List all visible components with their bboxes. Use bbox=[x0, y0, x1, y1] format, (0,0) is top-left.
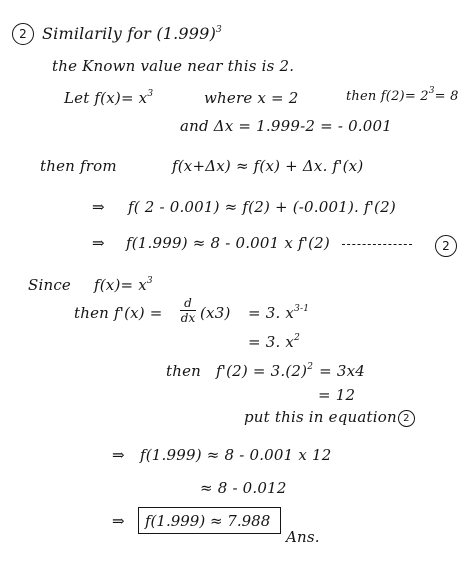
answer-box: f(1.999) ≈ 7.988 bbox=[138, 507, 281, 534]
approx-formula: f(x+Δx) ≈ f(x) + Δx. f'(x) bbox=[172, 157, 364, 175]
arrow-1: ⇒ bbox=[92, 198, 105, 216]
put-ref-circle: 2 bbox=[398, 410, 415, 427]
let-text: Let f(x)= x bbox=[64, 89, 148, 107]
then-f2-exponent: 3 bbox=[428, 86, 435, 96]
heading-exponent: 3 bbox=[216, 25, 222, 35]
f-prime-2-end: = 3x4 bbox=[319, 362, 366, 380]
since-exponent: 3 bbox=[146, 276, 153, 286]
f-prime-2-text: f'(2) = 3.(2) bbox=[216, 362, 308, 380]
derivative-simplified bbox=[248, 333, 300, 351]
final-step-2: ≈ 8 - 0.012 bbox=[200, 479, 287, 497]
equals-12: = 12 bbox=[318, 386, 356, 404]
derivative-result bbox=[248, 304, 309, 322]
then-from-label: then from bbox=[40, 157, 117, 175]
dash-leader bbox=[342, 244, 412, 245]
question-number-circle: 2 bbox=[12, 23, 34, 45]
arrow-3: ⇒ bbox=[112, 446, 125, 464]
derivative-result-text: = 3. x bbox=[248, 304, 295, 322]
since-func-text: f(x)= x bbox=[94, 276, 147, 294]
let-exponent: 3 bbox=[147, 89, 154, 99]
since-func bbox=[94, 276, 153, 294]
equation-ref-circle: 2 bbox=[435, 235, 457, 257]
step-2: f(1.999) ≈ 8 - 0.001 x f'(2) bbox=[126, 234, 330, 252]
arrow-2: ⇒ bbox=[92, 234, 105, 252]
since-label: Since bbox=[28, 276, 72, 294]
step-1: f( 2 - 0.001) ≈ f(2) + (-0.001). f'(2) bbox=[128, 198, 396, 216]
f-prime-2-exponent: 2 bbox=[307, 362, 314, 372]
then-f2-text: then f(2)= 2 bbox=[346, 89, 429, 104]
let-line bbox=[64, 89, 153, 107]
where-line: where x = 2 bbox=[204, 89, 299, 107]
heading bbox=[42, 25, 222, 43]
then-f2-line bbox=[346, 88, 459, 106]
derivative-fraction bbox=[180, 296, 196, 325]
final-step-1: f(1.999) ≈ 8 - 0.001 x 12 bbox=[140, 446, 332, 464]
heading-text: Similarily for (1.999) bbox=[42, 24, 217, 43]
derivative-denominator: dx bbox=[180, 311, 196, 325]
delta-line: and Δx = 1.999-2 = - 0.001 bbox=[180, 117, 393, 135]
put-this-line bbox=[244, 408, 415, 427]
derivative-prefix: then f'(x) = bbox=[74, 304, 163, 322]
derivative-simplified-text: = 3. x bbox=[248, 333, 295, 351]
derivative-result-exponent: 3-1 bbox=[294, 304, 310, 314]
answer-label: Ans. bbox=[286, 528, 320, 546]
derivative-numerator: d bbox=[184, 296, 192, 310]
f-prime-2 bbox=[216, 362, 365, 380]
derivative-simplified-exponent: 2 bbox=[294, 333, 301, 343]
step-2-line bbox=[126, 234, 418, 252]
then-label: then bbox=[166, 362, 202, 380]
known-value-line: the Known value near this is 2. bbox=[52, 57, 295, 75]
put-this-text: put this in equation bbox=[244, 408, 397, 426]
derivative-body: (x3) bbox=[200, 304, 231, 322]
arrow-4: ⇒ bbox=[112, 512, 125, 530]
then-f2-end: = 8 bbox=[434, 89, 459, 104]
